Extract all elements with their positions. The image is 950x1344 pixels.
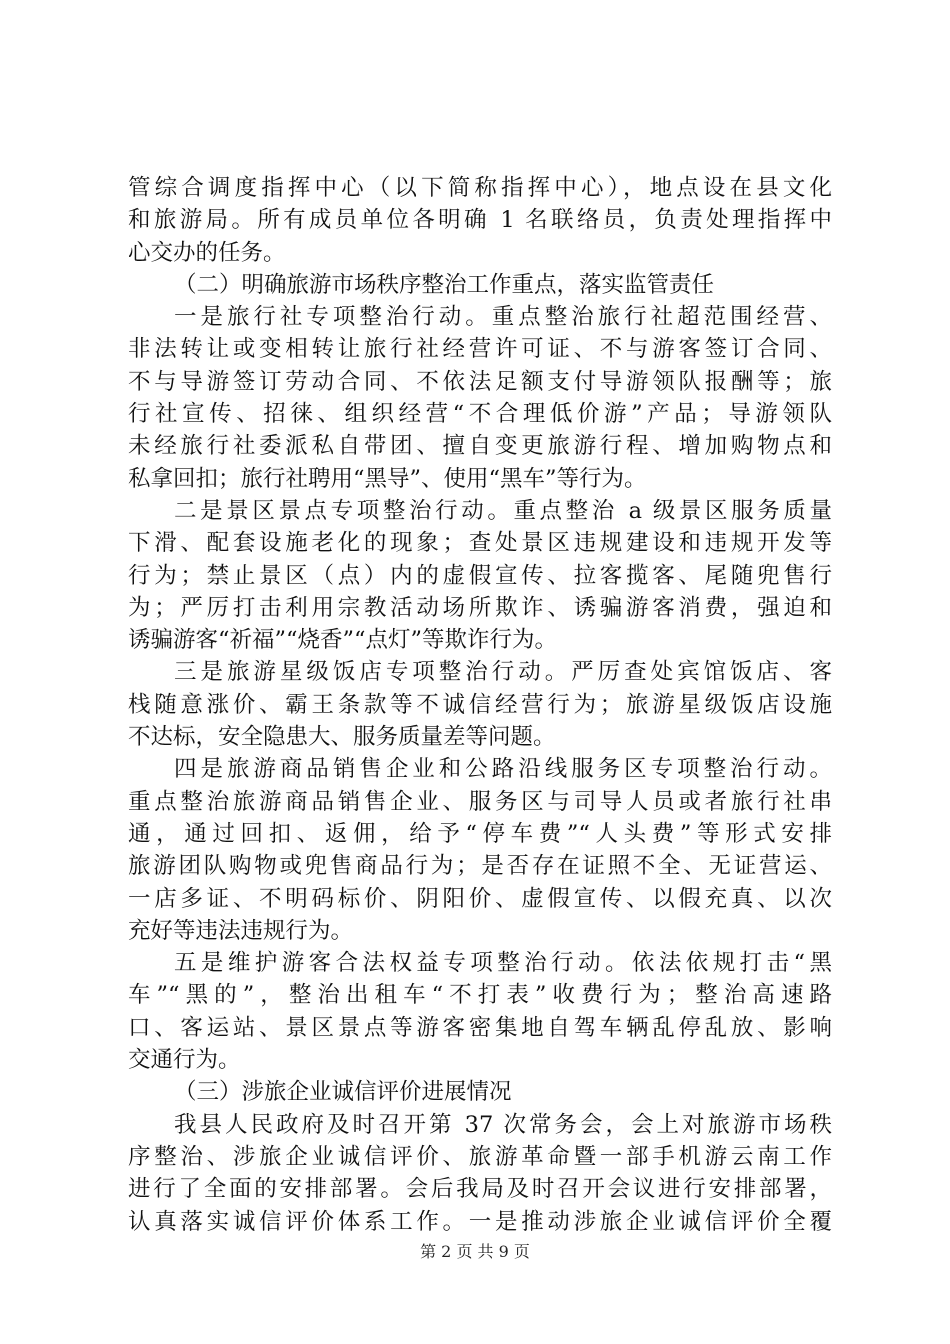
text-line: 非法转让或变相转让旅行社经营许可证、不与游客签订合同、	[128, 336, 832, 363]
text-line: 四是旅游商品销售企业和公路沿线服务区专项整治行动。	[174, 756, 832, 783]
document-body	[128, 172, 832, 1238]
text-line: 行为；禁止景区（点）内的虚假宣传、拉客揽客、尾随兜售行	[128, 562, 832, 589]
text-line: 未经旅行社委派私自带团、擅自变更旅游行程、增加购物点和	[128, 433, 832, 460]
page-footer: 第 2 页 共 9 页	[420, 1242, 530, 1261]
text-line: 行社宣传、招徕、组织经营“不合理低价游”产品；导游领队	[128, 401, 832, 428]
text-line: 一是旅行社专项整治行动。重点整治旅行社超范围经营、	[174, 304, 832, 331]
text-line: 为；严厉打击利用宗教活动场所欺诈、诱骗游客消费，强迫和	[128, 594, 832, 621]
text-line: 交通行为。	[128, 1047, 241, 1074]
text-line: 一店多证、不明码标价、阴阳价、虚假宣传、以假充真、以次	[128, 885, 832, 912]
text-line: 车”“黑的”，整治出租车“不打表”收费行为；整治高速路	[128, 982, 832, 1009]
text-line: 二是景区景点专项整治行动。重点整治 a 级景区服务质量	[174, 497, 832, 524]
text-line: 诱骗游客“祈福”“烧香”“点灯”等欺诈行为。	[128, 627, 558, 654]
text-line: 私拿回扣；旅行社聘用“黑导”、使用“黑车”等行为。	[128, 465, 647, 492]
text-line: 认真落实诚信评价体系工作。一是推动涉旅企业诚信评价全覆	[128, 1208, 832, 1235]
text-line: 我县人民政府及时召开第 37 次常务会，会上对旅游市场秩	[174, 1111, 832, 1138]
text-line: 五是维护游客合法权益专项整治行动。依法依规打击“黑	[174, 950, 832, 977]
text-line: 重点整治旅游商品销售企业、服务区与司导人员或者旅行社串	[128, 788, 832, 815]
text-line: 进行了全面的安排部署。会后我局及时召开会议进行安排部署，	[128, 1176, 832, 1203]
text-line: 充好等违法违规行为。	[128, 917, 354, 944]
text-line: 心交办的任务。	[128, 239, 286, 266]
text-line: 口、客运站、景区景点等游客密集地自驾车辆乱停乱放、影响	[128, 1014, 832, 1041]
text-line: （三）涉旅企业诚信评价进展情况	[174, 1079, 512, 1106]
text-line: 通，通过回扣、返佣，给予“停车费”“人头费”等形式安排	[128, 820, 832, 847]
text-line: （二）明确旅游市场秩序整治工作重点，落实监管责任	[174, 271, 715, 298]
text-line: 下滑、配套设施老化的现象；查处景区违规建设和违规开发等	[128, 530, 832, 557]
text-line: 管综合调度指挥中心（以下简称指挥中心），地点设在县文化	[128, 175, 832, 201]
text-line: 和旅游局。所有成员单位各明确 1 名联络员，负责处理指挥中	[128, 207, 832, 234]
text-line: 三是旅游星级饭店专项整治行动。严厉查处宾馆饭店、客	[174, 659, 832, 686]
text-line: 不与导游签订劳动合同、不依法足额支付导游领队报酬等；旅	[128, 368, 832, 395]
text-line: 序整治、涉旅企业诚信评价、旅游革命暨一部手机游云南工作	[128, 1143, 832, 1170]
text-line: 栈随意涨价、霸王条款等不诚信经营行为；旅游星级饭店设施	[128, 691, 832, 718]
text-line: 不达标，安全隐患大、服务质量差等问题。	[128, 724, 556, 751]
text-line: 旅游团队购物或兜售商品行为；是否存在证照不全、无证营运、	[128, 853, 832, 880]
